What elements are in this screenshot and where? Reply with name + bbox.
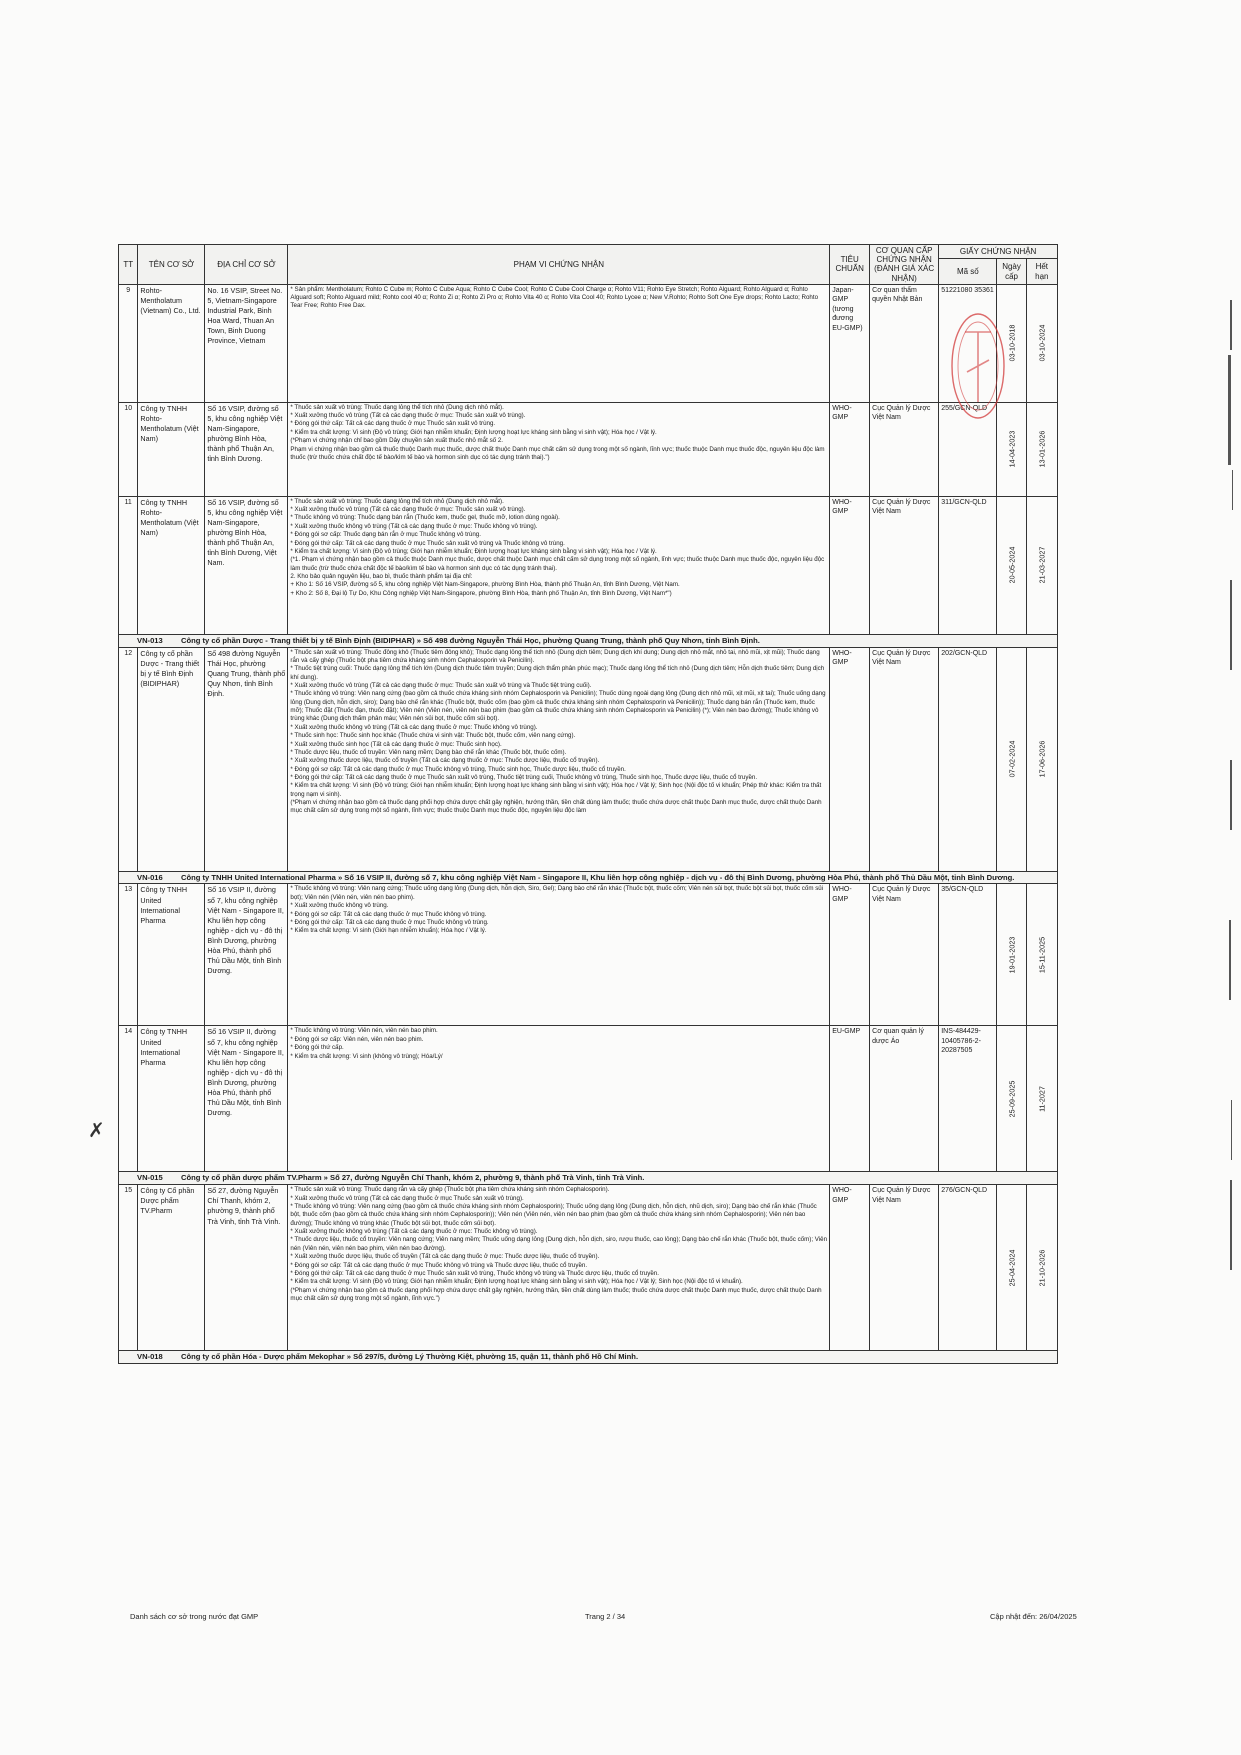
scope-line: * Đóng gói thứ cấp: Tất cả các dạng thuốc ở mục Thuốc sản xuất vô trùng, Thuốc tiệt trùng cuối, Thuốc không vô trùng, Thuốc sinh học, Thuốc dược liệu, thuốc cổ truyền.	[290, 774, 758, 781]
expiry-date	[1026, 1026, 1057, 1172]
facility-address: Số 498 đường Nguyễn Thái Học, phường Quang Trung, thành phố Quy Nhơn, tỉnh Bình Định.	[205, 647, 288, 871]
issue-date-text: 14-04-2023	[1006, 430, 1016, 468]
issue-date	[997, 647, 1026, 871]
certification-scope	[288, 496, 830, 634]
expiry-date	[1026, 496, 1057, 634]
group-cell	[119, 634, 1058, 647]
scope-line: * Đóng gói thứ cấp.	[290, 1044, 344, 1052]
group-description: Công ty cổ phần Hóa - Dược phẩm Mekophar » Số 297/5, đường Lý Thường Kiệt, phường 15, quận 11, thành phố Hồ Chí Minh.	[181, 1352, 639, 1362]
expiry-date-text: 15-11-2025	[1037, 936, 1047, 974]
header-name: TÊN CƠ SỞ	[138, 245, 205, 285]
expiry-date	[1026, 647, 1057, 871]
facility-address: Số 16 VSIP II, đường số 7, khu công nghiệp Việt Nam - Singapore II, Khu liên hợp công nghiệp - dịch vụ - đô thị Bình Dương, phường Hòa Phú, thành phố Thủ Dầu Một, tỉnh Bình Dương.	[205, 884, 288, 1026]
issue-date	[997, 1026, 1026, 1172]
facility-name: Công ty TNHH Rohto-Mentholatum (Việt Nam)	[138, 402, 205, 496]
facility-code: VN-013	[137, 635, 163, 645]
issue-date-text: 07-02-2024	[1006, 740, 1016, 778]
scope-line: * Thuốc sản xuất vô trùng: Thuốc dạng lỏng thể tích nhỏ (Dung dịch nhỏ mắt).	[290, 403, 504, 411]
issue-date-text: 19-01-2023	[1006, 936, 1016, 974]
header-scope: PHẠM VI CHỨNG NHẬN	[288, 245, 830, 285]
scope-line: * Xuất xưởng thuốc không vô trùng (Tất cả các dạng thuốc ở mục: Thuốc không vô trùng).	[290, 723, 538, 731]
scope-line: * Sản phẩm: Mentholatum; Rohto C Cube m; Rohto C Cube Aqua; Rohto C Cube Cool; Rohto C Cube Cool Charge α; Rohto V11; Rohto Eye Stretch; Rohto Alguard; Rohto Alguard α; Rohto Alguard soft; Rohto Alguard mild; Rohto cool 40 α; Rohto Zi α; Rohto Zi Pro α; Rohto Vita 40 α; Rohto Vita Cool 40; Rohto Lycee α; New V.Rohto; Rohto Soft One Eye drops; Rohto Lacto; Rohto Tear Free; Rohto Free Dax.	[290, 285, 819, 310]
gmp-table	[118, 244, 1058, 1364]
scope-line: * Xuất xưởng thuốc vô trùng (Tất cả các dạng thuốc ở mục: Thuốc sản xuất vô trùng).	[290, 506, 526, 514]
facility-name: Công ty cổ phần Dược - Trang thiết bị y tế Bình Định (BIDIPHAR)	[138, 647, 205, 871]
facility-name: Công ty TNHH United International Pharma	[138, 1026, 205, 1172]
group-row	[119, 871, 1058, 884]
standard: Japan-GMP (tương đương EU-GMP)	[830, 284, 870, 402]
row-number: 14	[119, 1026, 138, 1172]
standard: EU-GMP	[830, 1026, 870, 1172]
facility-address: Số 16 VSIP, đường số 5, khu công nghiệp Việt Nam-Singapore, phường Bình Hòa, thành phố Thuận An, tỉnh Bình Dương, Việt Nam.	[205, 496, 288, 634]
facility-code: VN-016	[137, 872, 163, 882]
certification-scope	[288, 284, 830, 402]
update-date: Cập nhật đến: 26/04/2025	[990, 1612, 1077, 1621]
issue-date-text: 03-10-2018	[1006, 324, 1016, 362]
certificate-number: 311/GCN-QLD	[939, 496, 997, 634]
issue-date	[997, 884, 1026, 1026]
expiry-date	[1026, 284, 1057, 402]
group-description: Công ty cổ phần Dược - Trang thiết bị y tế Bình Định (BIDIPHAR) » Số 498 đường Nguyễn Thái Học, phường Quang Trung, thành phố Quy Nhơn, tỉnh Bình Định.	[181, 635, 760, 645]
certification-scope	[288, 1026, 830, 1172]
issue-date	[997, 1185, 1026, 1351]
scope-line: * Kiểm tra chất lượng: Vi sinh (Độ vô trùng; Giới hạn nhiễm khuẩn; Định lượng hoạt lực kháng sinh bằng vi sinh vật); Hóa học / Vật lý; Sinh học (Nội độc tố vi khuẩn; Phép thử khác: Kiểm tra thất trọng nạm vi sinh).	[290, 782, 822, 798]
expiry-date	[1026, 1185, 1057, 1351]
certificate-number: 276/GCN-QLD	[939, 1185, 997, 1351]
header-address: ĐỊA CHỈ CƠ SỞ	[205, 245, 288, 285]
certificate-number: 202/GCN-QLD	[939, 647, 997, 871]
table-row	[119, 402, 1058, 496]
scope-line: * Đóng gói thứ cấp: Tất cả các dạng thuốc ở mục Thuốc không vô trùng.	[290, 918, 489, 926]
issuing-agency: Cơ quan thẩm quyền Nhật Bản	[870, 284, 939, 402]
facility-name: Công ty TNHH United International Pharma	[138, 884, 205, 1026]
group-cell	[119, 871, 1058, 884]
scope-line: (*1. Phạm vi chứng nhận bao gồm cả thuốc thuộc Danh mục thuốc, dược chất thuộc Danh mục chất cấm sử dụng trong một số ngành, lĩnh vực; thuốc thuộc Danh mục thuốc độc, nguyên liệu độc làm thuốc (trừ thuốc chứa chất độc tế bào/kìm tế bào và hormon sinh dục có tác dụng tránh thai).	[290, 556, 825, 572]
scope-line: * Thuốc không vô trùng: Viên nang cứng (bao gồm cả thuốc chứa kháng sinh nhóm Cephalosporin); Thuốc uống dạng lỏng (Dung dịch, hỗn dịch, nhũ dịch, siro); Dạng bào chế rắn khác (Thuốc bột, thuốc cốm (bao gồm cả thuốc chứa kháng sinh nhóm Cephalosporin)); Viên nén (Viên nén, viên nén bao phim (bao gồm cả thuốc chứa kháng sinh nhóm Cephalosporin); Viên nén bao đường); Thuốc không vô trùng khác (Thuốc bột sủi bọt, thuốc cốm sủi bọt).	[290, 1203, 817, 1227]
scope-line: (*Phạm vi chứng nhận chỉ bao gồm Dây chuyền sản xuất thuốc nhỏ mắt số 2.	[290, 437, 503, 445]
scope-line: * Đóng gói sơ cấp: Tất cả các dạng thuốc ở mục Thuốc không vô trùng và Thuốc dược liệu, thuốc cổ truyền.	[290, 1261, 588, 1269]
group-row	[119, 1351, 1058, 1364]
scope-line: * Kiểm tra chất lượng: Vi sinh (Độ vô trùng; Giới hạn nhiễm khuẩn; Định lượng hoạt lực kháng sinh bằng vi sinh vật); Hóa học / Vật lý.	[290, 428, 657, 436]
scope-line: (*Phạm vi chứng nhận bao gồm cả thuốc dạng phối hợp chứa dược chất gây nghiện, hướng thần, tiền chất dùng làm thuốc; thuốc chứa dược chất thuộc Danh mục thuốc, dược chất thuộc Danh mục chất cấm sử dụng trong một số ngành, lĩnh vực; thuốc thuộc Danh mục thuốc độc, nguyên liệu độc làm	[290, 799, 822, 815]
facility-name: Rohto-Mentholatum (Vietnam) Co., Ltd.	[138, 284, 205, 402]
standard: WHO-GMP	[830, 402, 870, 496]
issuing-agency: Cục Quản lý Dược Việt Nam	[870, 1185, 939, 1351]
facility-name: Công ty TNHH Rohto-Mentholatum (Việt Nam)	[138, 496, 205, 634]
header-standard: TIÊU CHUẨN	[830, 245, 870, 285]
expiry-date-text: 13-01-2026	[1037, 430, 1047, 468]
scope-line: * Kiểm tra chất lượng: Vi sinh (không vô trùng); Hóa/Lý/	[290, 1052, 443, 1060]
scan-edge-marks	[1219, 280, 1241, 1480]
certification-scope	[288, 402, 830, 496]
scope-line: * Đóng gói thứ cấp: Tất cả các dạng thuốc ở mục Thuốc sản xuất vô trùng, Thuốc không vô trùng và Thuốc dược liệu, thuốc cổ truyền.	[290, 1269, 659, 1277]
expiry-date-text: 21-03-2027	[1037, 546, 1047, 584]
facility-address: Số 16 VSIP II, đường số 7, khu công nghiệp Việt Nam - Singapore II, Khu liên hợp công nghiệp - dịch vụ - đô thị Bình Dương, phường Hòa Phú, thành phố Thủ Dầu Một, tỉnh Bình Dương.	[205, 1026, 288, 1172]
certificate-number: INS-484429-10405786-2-20287505	[939, 1026, 997, 1172]
scope-line: * Thuốc tiệt trùng cuối: Thuốc dạng lỏng thể tích lớn (Dung dịch thuốc tiêm truyền; Dung dịch thẩm phân phúc mạc); Thuốc dạng lỏng thể tích nhỏ (Dung dịch tiêm; Hỗn dịch thuốc tiêm; Dung dịch khí dung).	[290, 665, 825, 681]
standard: WHO-GMP	[830, 1185, 870, 1351]
header-certificate: GIẤY CHỨNG NHẬN	[939, 245, 1058, 259]
facility-address: No. 16 VSIP, Street No. 5, Vietnam-Singapore Industrial Park, Binh Hoa Ward, Thuan An Town, Binh Duong Province, Vietnam	[205, 284, 288, 402]
scope-line: * Thuốc sản xuất vô trùng: Thuốc dạng rắn và cấy ghép (Thuốc bột pha tiêm chứa kháng sinh nhóm Cephalosporin).	[290, 1186, 610, 1194]
header-agency: CƠ QUAN CẤP CHỨNG NHẬN (ĐÁNH GIÁ XÁC NHẬN)	[870, 245, 939, 285]
scope-line: * Xuất xưởng thuốc không vô trùng (Tất cả các dạng thuốc ở mục: Thuốc không vô trùng).	[290, 522, 538, 530]
facility-code: VN-018	[137, 1352, 163, 1362]
scope-line: * Đóng gói sơ cấp: Tất cả các dạng thuốc ở mục Thuốc không vô trùng.	[290, 910, 487, 918]
scope-line: * Thuốc không vô trùng: Viên nang cứng (bao gồm cả thuốc chứa kháng sinh nhóm Cephalosporin và Penicilin); Thuốc dùng ngoài dạng lỏng (Dung dịch nhỏ mũi, xịt mũi, xịt tai); Thuốc uống dạng lỏng (Dung dịch, hỗn dịch, siro); Dạng bào chế rắn khác (Thuốc bột, thuốc cốm (bao gồm cả thuốc chứa kháng sinh nhóm Cephalosporin và Penicilin)); Thuốc dạng bán rắn (Thuốc kem, thuốc mỡ); Thuốc đặt (Thuốc đạn, thuốc đặt); Viên nén (Viên nén, viên nén bao phim (bao gồm cả thuốc chứa kháng sinh nhóm Cephalosporin và Penicilin) (*); Viên nén bao đường); Thuốc không vô trùng khác (Dung dịch thấm phân máu; Viên nén sủi bọt, thuốc cốm sủi bọt).	[290, 690, 826, 723]
scope-line: * Xuất xưởng thuốc dược liệu, thuốc cổ truyền (Tất cả các dạng thuốc ở mục: Thuốc dược liệu, thuốc cổ truyền).	[290, 757, 600, 765]
facility-address: Số 16 VSIP, đường số 5, khu công nghiệp Việt Nam-Singapore, phường Bình Hòa, thành phố Thuận An, tỉnh Bình Dương.	[205, 402, 288, 496]
scope-line: * Đóng gói sơ cấp: Thuốc dạng bán rắn ở mục Thuốc không vô trùng.	[290, 531, 481, 539]
scope-line: Phạm vi chứng nhận bao gồm cả thuốc thuộc Danh mục thuốc, dược chất thuộc Danh mục chất cấm sử dụng trong một số ngành, lĩnh vực; thuốc thuộc Danh mục thuốc độc, nguyên liệu độc làm thuốc (trừ thuốc chứa chất độc tế bào/kìm tế bào và hormon sinh dục có tác dụng tránh thai).")	[290, 445, 825, 461]
scope-line: * Đóng gói thứ cấp: Tất cả các dạng thuốc ở mục Thuốc sản xuất vô trùng và Thuốc không vô trùng.	[290, 539, 565, 547]
issuing-agency: Cục Quản lý Dược Việt Nam	[870, 402, 939, 496]
scope-line: (*Phạm vi chứng nhận bao gồm cả thuốc dạng phối hợp chứa dược chất gây nghiện, hướng thần, tiền chất dùng làm thuốc; thuốc chứa dược chất thuộc Danh mục thuốc, dược chất thuộc Danh mục chất cấm sử dụng trong một số ngành, lĩnh vực.")	[290, 1286, 822, 1302]
group-description: Công ty cổ phần dược phẩm TV.Pharm » Số 27, đường Nguyễn Chí Thanh, khóm 2, phường 9, thành phố Trà Vinh, tỉnh Trà Vinh.	[181, 1173, 645, 1183]
certificate-number: 35/GCN-QLD	[939, 884, 997, 1026]
expiry-date-text: 21-10-2026	[1037, 1249, 1047, 1287]
scope-line: * Đóng gói thứ cấp: Tất cả các dạng thuốc ở mục Thuốc sản xuất vô trùng.	[290, 420, 496, 428]
facility-name: Công ty Cổ phần Dược phẩm TV.Pharm	[138, 1185, 205, 1351]
group-row	[119, 1172, 1058, 1185]
table-row	[119, 496, 1058, 634]
scope-line: * Thuốc sản xuất vô trùng: Thuốc dạng lỏng thể tích nhỏ (Dung dịch nhỏ mắt).	[290, 497, 504, 505]
scope-line: * Thuốc dược liệu, thuốc cổ truyền: Viên nang cứng; Viên nang mềm; Thuốc uống dạng lỏng (Dung dịch, hỗn dịch, siro, rượu thuốc, cao lỏng); Dạng bào chế rắn khác (Thuốc bột, thuốc cốm); Viên nén (Viên nén, viên nén bao phim, viên nén bao đường).	[290, 1236, 828, 1252]
scope-line: * Xuất xưởng thuốc không vô trùng.	[290, 902, 389, 910]
scope-line: * Xuất xưởng thuốc sinh học (Tất cả các dạng thuốc ở mục: Thuốc sinh học).	[290, 740, 502, 748]
issue-date-text: 25-04-2024	[1006, 1249, 1016, 1287]
scope-line: + Kho 1: Số 16 VSIP, đường số 5, khu công nghiệp Việt Nam-Singapore, phường Bình Hòa, thành phố Thuận An, tỉnh Bình Dương, Việt Nam.	[290, 581, 680, 589]
row-number: 9	[119, 284, 138, 402]
scope-line: * Thuốc không vô trùng: Viên nang cứng; Thuốc uống dạng lỏng (Dung dịch, hỗn dịch, Siro, Gel); Dạng bào chế rắn khác (Thuốc bột, thuốc cốm; Viên nén sủi bọt, thuốc bột sủi bọt, thuốc cốm sủi bọt); Viên nén (Viên nén, viên nén bao phim).	[290, 885, 824, 901]
issuing-agency: Cơ quan quản lý dược Áo	[870, 1026, 939, 1172]
expiry-date	[1026, 884, 1057, 1026]
table-row	[119, 1185, 1058, 1351]
footer-left: Danh sách cơ sở trong nước đạt GMP	[130, 1612, 259, 1621]
scope-line: * Đóng gói sơ cấp: Viên nén, viên nén bao phim.	[290, 1035, 424, 1043]
group-description: Công ty TNHH United International Pharma » Số 16 VSIP II, đường số 7, khu công nghiệp Việt Nam - Singapore II, Khu liên hợp công nghiệp - dịch vụ - đô thị Bình Dương, phường Hòa Phú, thành phố Thủ Dầu Một, tỉnh Bình Dương.	[181, 872, 1015, 882]
table-row	[119, 1026, 1058, 1172]
scope-line: * Thuốc không vô trùng: Thuốc dạng bán rắn (Thuốc kem, thuốc gel, thuốc mỡ, lotion dùng ngoài).	[290, 514, 560, 522]
certificate-number: 255/GCN-QLD	[939, 402, 997, 496]
row-number: 13	[119, 884, 138, 1026]
standard: WHO-GMP	[830, 496, 870, 634]
issue-date-text: 25-09-2025	[1006, 1080, 1016, 1118]
row-number: 10	[119, 402, 138, 496]
issuing-agency: Cục Quản lý Dược Việt Nam	[870, 647, 939, 871]
facility-code: VN-015	[137, 1173, 163, 1183]
scope-line: * Thuốc sinh học: Thuốc sinh học khác (Thuốc chứa vi sinh vật: Thuốc bột, thuốc cốm, viên nang cứng).	[290, 732, 576, 740]
header-issue-date: Ngày cấp	[997, 259, 1026, 284]
table-row	[119, 884, 1058, 1026]
scope-line: + Kho 2: Số 8, Đại lộ Tự Do, Khu Công nghiệp Việt Nam-Singapore, phường Bình Hòa, thành phố Thuận An, tỉnh Bình Dương, Việt Nam*")	[290, 589, 672, 597]
scope-line: * Kiểm tra chất lượng: Vi sinh (Giới hạn nhiễm khuẩn); Hóa học / Vật lý.	[290, 927, 487, 935]
scope-line: 2. Kho bảo quản nguyên liệu, bao bì, thuốc thành phẩm tại địa chỉ:	[290, 572, 473, 580]
issue-date	[997, 284, 1026, 402]
header-cert-no: Mã số	[939, 259, 997, 284]
expiry-date-text: 17-06-2026	[1037, 740, 1047, 778]
scope-line: * Kiểm tra chất lượng: Vi sinh (Độ vô trùng; Giới hạn nhiễm khuẩn; Định lượng hoạt lực kháng sinh bằng vi sinh vật); Hóa học / Vật lý.	[290, 547, 657, 555]
standard: WHO-GMP	[830, 884, 870, 1026]
scope-line: * Đóng gói sơ cấp: Tất cả các dạng thuốc ở mục Thuốc không vô trùng, Thuốc sinh học, Thuốc dược liệu, thuốc cổ truyền.	[290, 765, 626, 773]
issue-date	[997, 496, 1026, 634]
standard: WHO-GMP	[830, 647, 870, 871]
page-number: Trang 2 / 34	[585, 1612, 626, 1621]
table-header	[119, 245, 1058, 285]
row-number: 11	[119, 496, 138, 634]
certification-scope	[288, 884, 830, 1026]
group-cell	[119, 1351, 1058, 1364]
handwritten-mark: ✗	[88, 1118, 105, 1142]
scope-line: * Xuất xưởng thuốc không vô trùng (Tất cả các dạng thuốc ở mục: Thuốc không vô trùng).	[290, 1228, 538, 1236]
group-cell	[119, 1172, 1058, 1185]
expiry-date-text: 11-2027	[1037, 1086, 1047, 1112]
row-number: 15	[119, 1185, 138, 1351]
scope-line: * Xuất xưởng thuốc vô trùng (Tất cả các dạng thuốc ở mục: Thuốc sản xuất vô trùng và Thuốc tiệt trùng cuối).	[290, 682, 592, 690]
header-expiry: Hết hạn	[1026, 259, 1057, 284]
header-tt: TT	[119, 245, 138, 285]
certification-scope	[288, 1185, 830, 1351]
expiry-date	[1026, 402, 1057, 496]
row-number: 12	[119, 647, 138, 871]
table-row	[119, 647, 1058, 871]
issue-date	[997, 402, 1026, 496]
table-body	[119, 284, 1058, 1363]
expiry-date-text: 03-10-2024	[1037, 324, 1047, 362]
group-row	[119, 634, 1058, 647]
scope-line: * Thuốc dược liệu, thuốc cổ truyền: Viên nang mềm; Dạng bào chế rắn khác (Thuốc bột, thuốc cốm).	[290, 748, 567, 756]
issuing-agency: Cục Quản lý Dược Việt Nam	[870, 496, 939, 634]
certification-scope	[288, 647, 830, 871]
facility-address: Số 27, đường Nguyễn Chí Thanh, khóm 2, phường 9, thành phố Trà Vinh, tỉnh Trà Vinh.	[205, 1185, 288, 1351]
scope-line: * Thuốc không vô trùng: Viên nén, viên nén bao phim.	[290, 1027, 438, 1035]
scope-line: * Xuất xưởng thuốc dược liệu, thuốc cổ truyền (Tất cả các dạng thuốc ở mục: Thuốc dược liệu, thuốc cổ truyền).	[290, 1253, 600, 1261]
scope-line: * Thuốc sản xuất vô trùng: Thuốc đông khô (Thuốc tiêm đông khô); Thuốc dạng lỏng thể tích nhỏ (Dung dịch tiêm; Dung dịch khí dung; Dung dịch nhỏ mắt, nhỏ tai, nhỏ mũi, xịt mũi); Thuốc dạng rắn và cấy ghép (Thuốc bột pha tiêm chứa kháng sinh nhóm Cephalosporin và Penicilin).	[290, 648, 820, 664]
issue-date-text: 20-05-2024	[1006, 546, 1016, 584]
scope-line: * Xuất xưởng thuốc vô trùng (Tất cả các dạng thuốc ở mục Thuốc sản xuất vô trùng).	[290, 1194, 524, 1202]
scope-line: * Kiểm tra chất lượng: Vi sinh (Độ vô trùng; Giới hạn nhiễm khuẩn; Định lượng hoạt lực kháng sinh bằng vi sinh vật); Hóa học / Vật lý; Sinh học (Nội độc tố vi khuẩn).	[290, 1278, 743, 1286]
scope-line: * Xuất xưởng thuốc vô trùng (Tất cả các dạng thuốc ở mục: Thuốc sản xuất vô trùng).	[290, 412, 526, 420]
table-row	[119, 284, 1058, 402]
certificate-number: 51221080 35361	[939, 284, 997, 402]
issuing-agency: Cục Quản lý Dược Việt Nam	[870, 884, 939, 1026]
